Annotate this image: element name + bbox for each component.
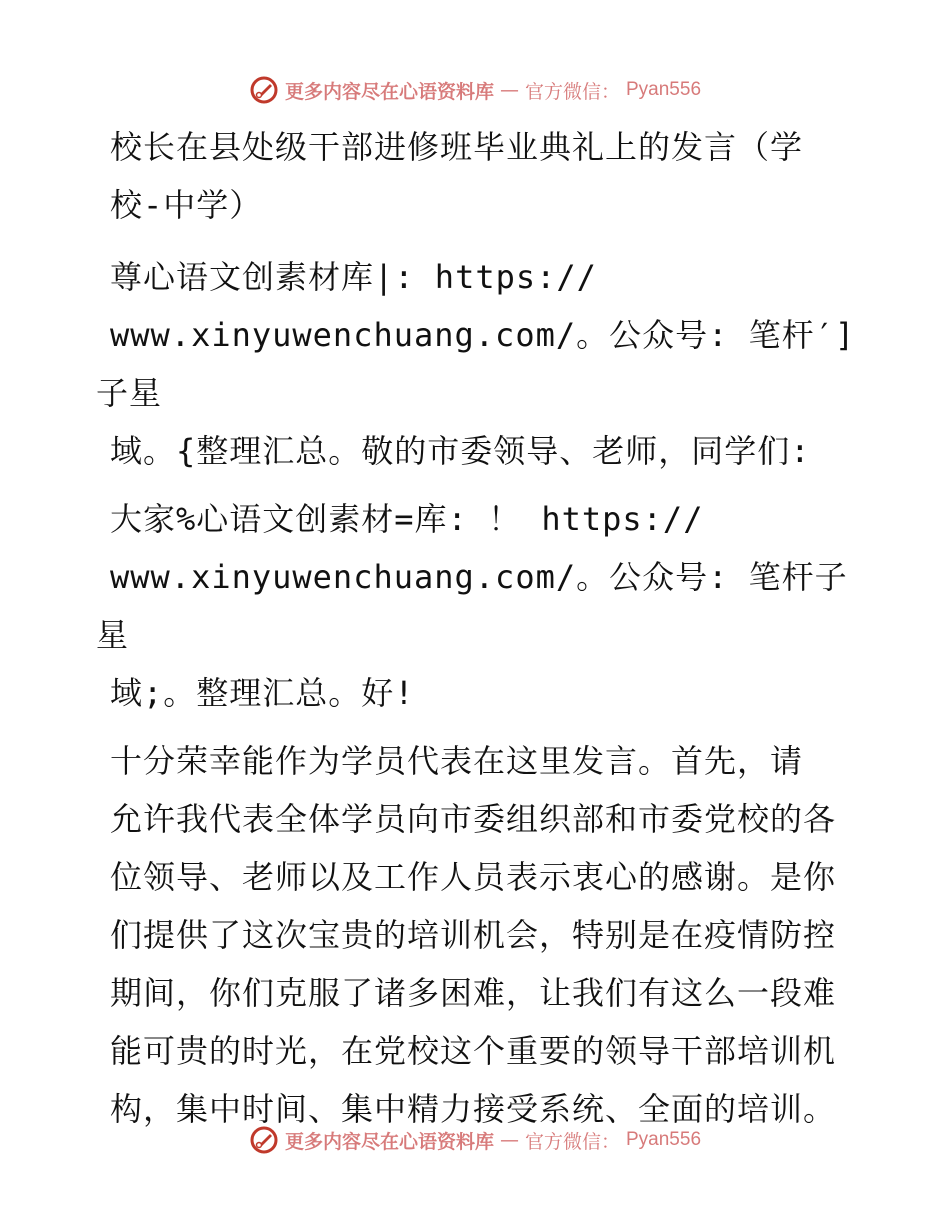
banner-content	[249, 1125, 701, 1155]
document-title	[96, 118, 856, 234]
paragraph-line: 允许我代表全体学员向市委组织部和市委党校的各	[110, 800, 837, 838]
banner-separator: —	[499, 1129, 519, 1151]
header-banner	[0, 70, 950, 110]
paragraph-line: 们提供了这次宝贵的培训机会，特别是在疫情防控	[110, 916, 837, 954]
title-line: 校-中学）	[110, 186, 263, 224]
document-body	[96, 118, 856, 1148]
banner-content	[249, 75, 701, 105]
banner-wechat-id: Pyan556	[626, 79, 702, 100]
paragraph-line: 域。{整理汇总。敬的市委领导、老师，同学们:	[110, 432, 811, 470]
paragraph-line: 构，集中时间、集中精力接受系统、全面的培训。	[110, 1090, 837, 1128]
banner-text: 更多内容尽在心语资料库	[284, 1130, 494, 1153]
quill-seal-icon	[249, 1125, 279, 1155]
paragraph-line: www.xinyuwenchuang.com/。公众号: 笔杆子星	[96, 558, 848, 654]
footer-banner	[0, 1120, 950, 1160]
quill-seal-icon	[249, 75, 279, 105]
banner-separator: —	[499, 79, 519, 101]
banner-wechat-id: Pyan556	[626, 1129, 702, 1150]
paragraph-line: 尊心语文创素材库|: https://	[110, 258, 597, 296]
paragraph-3	[96, 732, 856, 1138]
paragraph-line: www.xinyuwenchuang.com/。公众号: 笔杆′]子星	[96, 316, 856, 412]
paragraph-1	[96, 248, 856, 480]
banner-text: 更多内容尽在心语资料库	[284, 80, 494, 103]
paragraph-line: 能可贵的时光，在党校这个重要的领导干部培训机	[110, 1032, 837, 1070]
banner-wechat-label: 官方微信：	[524, 1130, 620, 1153]
paragraph-line: 十分荣幸能作为学员代表在这里发言。首先，请	[110, 742, 804, 780]
paragraph-line: 位领导、老师以及工作人员表示衷心的感谢。是你	[110, 858, 837, 896]
banner-wechat-label: 官方微信：	[524, 80, 620, 103]
paragraph-line: 期间，你们克服了诸多困难，让我们有这么一段难	[110, 974, 837, 1012]
title-line: 校长在县处级干部进修班毕业典礼上的发言（学	[110, 128, 804, 166]
paragraph-line: 大家%心语文创素材=库: ！ https://	[110, 500, 704, 538]
paragraph-2	[96, 490, 856, 722]
paragraph-line: 域;。整理汇总。好!	[110, 674, 415, 712]
